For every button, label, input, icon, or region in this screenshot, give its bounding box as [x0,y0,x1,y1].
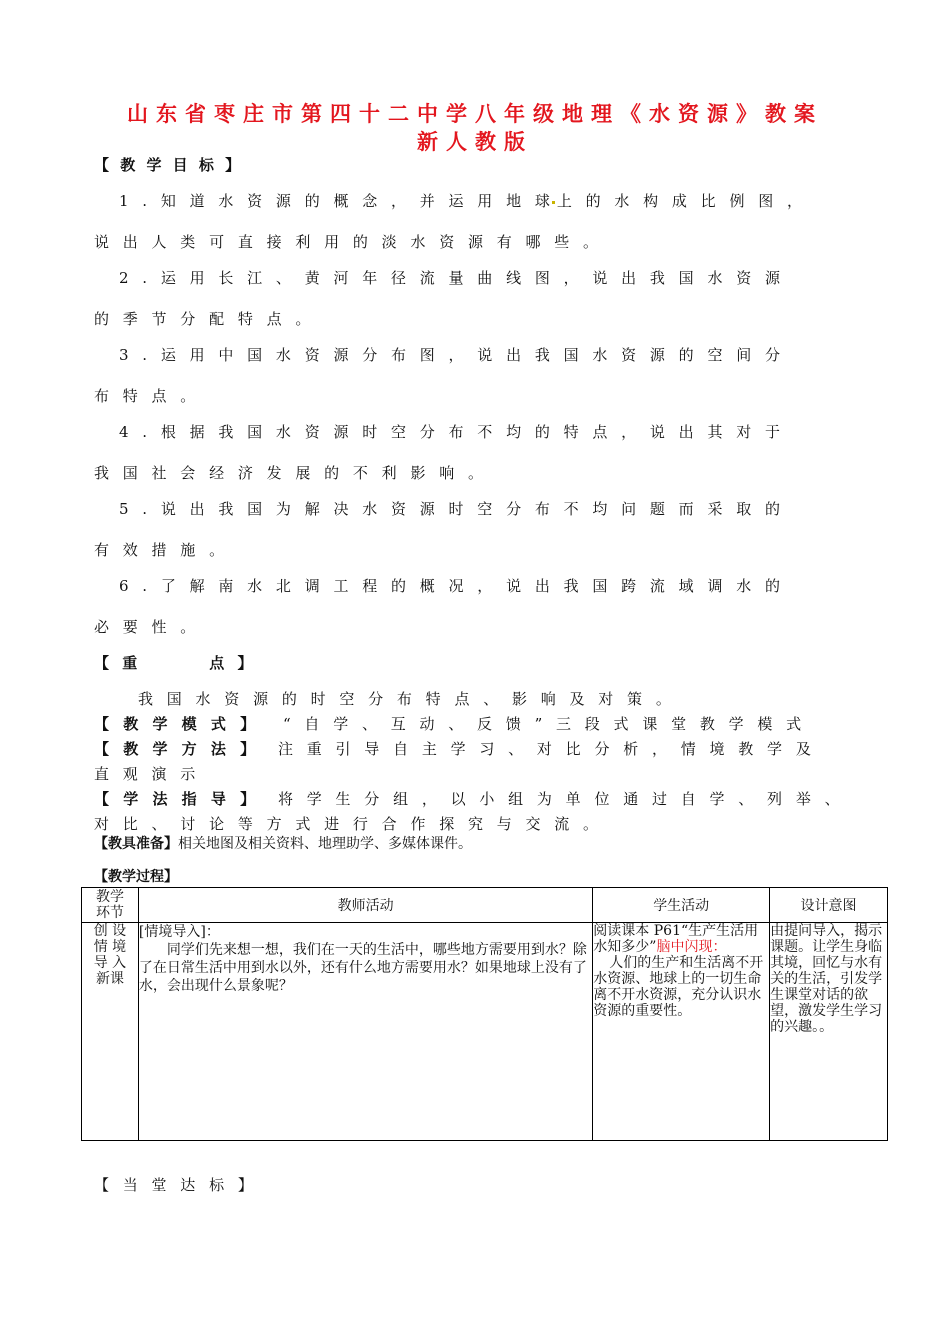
objective-2-line1: 2 . 运 用 长 江 、 黄 河 年 径 流 量 曲 线 图 ， 说 出 我 国 水 资 源 [119,269,780,287]
keypoint-heading-left: 【 重 [94,654,138,672]
design-intent-cell [770,923,888,1141]
design-intent-text: 由提问导入，揭示课题。让学生身临其境，回忆与水有关的生活，引发学生课堂对话的欲望，激发学生学习的兴趣。。 [770,923,883,1035]
keypoint-heading [94,652,252,673]
objective-3-line1: 3 . 运 用 中 国 水 资 源 分 布 图 ， 说 出 我 国 水 资 源 的 空 间 分 [119,346,780,364]
teacher-activity-cell [138,923,592,1141]
standard-heading: 【 当 堂 达 标 】 [94,1176,253,1194]
objective-6-line2: 必 要 性 。 [94,618,196,636]
objectives-heading: 【 教 学 目 标 】 [94,156,241,174]
method-text-2: 直 观 演 示 [94,765,196,783]
keypoint-heading-right: 点 】 [209,654,253,672]
objective-1-line1-a: 1 . 知 道 水 资 源 的 概 念 ， 并 运 用 地 球 [119,192,550,210]
process-heading: 【教学过程】 [94,869,178,885]
column-header-stage-line1: 教学 [95,889,124,905]
objective-2-line2: 的 季 节 分 配 特 点 。 [94,310,311,328]
guide-text-2: 对 比 、 讨 论 等 方 式 进 行 合 作 探 究 与 交 流 。 [94,815,599,833]
column-header-teacher: 教师活动 [138,888,592,923]
mode-heading: 【 教 学 模 式 】 [94,715,256,733]
student-activity-text: 阅读课本 P61“生产生活用水知多少” [593,923,759,955]
stage-line: 创 设 [93,923,127,939]
document-title-line2: 新人教版 [417,130,533,154]
tools-line [94,833,472,853]
table-header-row [82,888,888,923]
student-activity-highlight: 脑中闪现： [656,939,727,955]
column-header-stage [82,888,139,923]
stage-line: 新课 [95,971,124,987]
student-activity-text-2: 人们的生产和生活离不开水资源、地球上的一切生命离不开水资源，充分认识水资源的重要性。 [593,955,764,1019]
objective-1-line1 [119,190,802,211]
objective-4-line1: 4 . 根 据 我 国 水 资 源 时 空 分 布 不 均 的 特 点 ， 说 出 其 对 于 [119,423,780,441]
stage-line: 导 入 [93,955,127,971]
objective-3-line2: 布 特 点 。 [94,387,196,405]
tools-text: 相关地图及相关资料、地理助学、多媒体课件。 [178,836,472,852]
stage-cell [82,923,139,1141]
column-header-stage-line2: 环节 [95,905,124,921]
method-text: 注 重 引 导 自 主 学 习 、 对 比 分 析 ， 情 境 教 学 及 [278,740,811,758]
objective-5-line2: 有 效 措 施 。 [94,541,225,559]
student-activity-cell [593,923,770,1141]
objective-1-line2: 说 出 人 类 可 直 接 利 用 的 淡 水 资 源 有 哪 些 。 [94,233,599,251]
objective-1-line1-b: 上 的 水 构 成 比 例 图 ， [556,192,802,210]
teacher-activity-tag: [情境导入]： [138,924,220,940]
stage-line: 情 境 [93,939,127,955]
column-header-student: 学生活动 [593,888,770,923]
document-title-line1: 山东省枣庄市第四十二中学八年级地理《水资源》教案 [127,102,823,126]
table-row [82,923,888,1141]
objective-5-line1: 5 . 说 出 我 国 为 解 决 水 资 源 时 空 分 布 不 均 问 题 而 采 取 的 [119,500,780,518]
tools-heading: 【教具准备】 [94,836,178,852]
objective-4-line2: 我 国 社 会 经 济 发 展 的 不 利 影 响 。 [94,464,483,482]
guide-heading: 【 学 法 指 导 】 [94,790,256,808]
mode-text: “ 自 学 、 互 动 、 反 馈 ” 三 段 式 课 堂 教 学 模 式 [283,715,802,733]
method-heading: 【 教 学 方 法 】 [94,740,256,758]
objective-6-line1: 6 . 了 解 南 水 北 调 工 程 的 概 况 ， 说 出 我 国 跨 流 域 调 水 的 [119,577,780,595]
column-header-intent: 设计意图 [770,888,888,923]
process-table [81,887,888,1141]
teacher-activity-text: 同学们先来想一想，我们在一天的生活中，哪些地方需要用到水？除了在日常生活中用到水以外，还有什么地方需要用水？如果地球上没有了水，会出现什么景象呢？ [138,942,587,994]
highlight-mark [552,201,555,204]
keypoint-text: 我 国 水 资 源 的 时 空 分 布 特 点 、 影 响 及 对 策 。 [138,690,671,708]
guide-text: 将 学 生 分 组 ， 以 小 组 为 单 位 通 过 自 学 、 列 举 、 [278,790,840,808]
